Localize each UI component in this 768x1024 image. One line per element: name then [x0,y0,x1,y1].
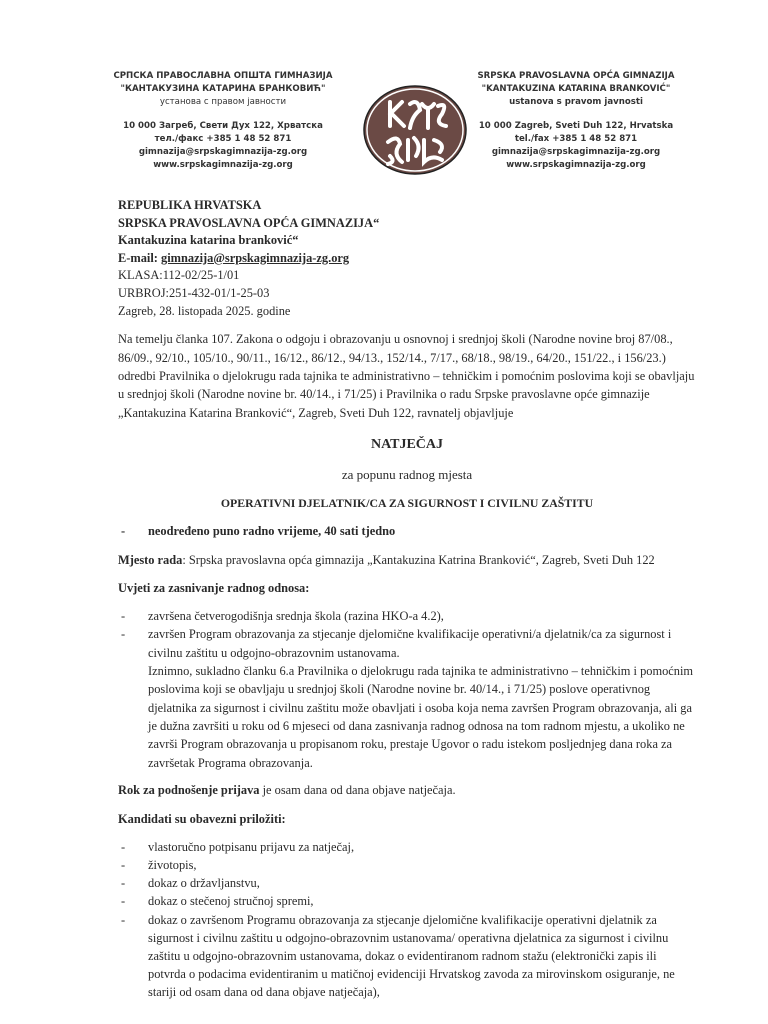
deadline-label: Rok za podnošenje prijava [118,782,260,797]
documents-list [118,838,696,1002]
website-latin: www.srpskagimnazija-zg.org [506,160,646,170]
list-item [118,874,696,892]
bullet-dash: - [121,839,126,854]
note-text: Iznimno, sukladno članku 6.a Pravilnika o djelokrugu rada tajnika te administrativno – tehničkim i pomoćnim poslovima koji se obavljaju u srednjoj školi (Narodne novine br. 40/14., i 71/25) poslove operativnog djelatnika za sigurnost i civilnu zaštitu može obavljati i osoba koja nema završen Program obrazovanja, ali ga je dužna završiti u roku od 6 mjeseci od dana zasnivanja radnog odnosa na tom radnom mjestu, a ukoliko ne završi Program obrazovanja u propisanom roku, prestaje Ugovor o radu istekom posljednjeg dana roka za završetak Programa obrazovanja. [148,664,694,770]
list-item-text: završena četverogodišnja srednja škola (razina HKO-a 4.2), [148,609,444,624]
klasa: KLASA:112-02/25-1/01 [118,268,240,283]
address-latin: 10 000 Zagreb, Sveti Duh 122, Hrvatska [478,121,674,131]
intro-paragraph: Na temelju članka 107. Zakona o odgoju i obrazovanju u osnovnoj i srednjoj školi (Narodne novine broj 87/08., 86/09., 92/10., 105/10., 90/11., 16/12., 86/12., 94/13., 152/14., 7/17., 68/18., 98/19., 64/20., 151/22., i 156/23.) odredbi Pravilnika o djelokrugu rada tajnika te administrativno – tehničkim i pomoćnim poslovima koji se obavljaju u srednjoj školi (Narodne novine br. 40/14., i 71/25) i Pravilnika o radu Srpske pravoslavne opće gimnazije „Kantakuzina Katarina Branković“, Zagreb, Sveti Duh 122, ravnatelj objavljuje [118,332,695,420]
sender-block [118,197,696,320]
letterhead-cyrillic [98,70,348,172]
school-name-cyrillic: СРПСКА ПРАВОСЛАВНА ОПШТА ГИМНАЗИЈА [113,71,333,81]
documents-heading: Kandidati su obavezni priložiti: [118,811,286,826]
school-name-2: Kantakuzina katarina branković“ [118,233,299,248]
school-status-cyrillic: установа с правом јавности [159,97,287,107]
school-subname-latin: "KANTAKUZINA KATARINA BRANKOVIĆ" [481,84,671,94]
bullet-dash: - [121,609,126,624]
place-text: : Srpska pravoslavna opća gimnazija „Kantakuzina Katrina Branković“, Zagreb, Sveti Duh 122 [182,553,655,568]
letterhead-latin [451,70,701,172]
bullet-dash: - [121,524,126,539]
email-cyrillic: gimnazija@srpskagimnazija-zg.org [138,147,308,157]
worktime-item [118,523,696,540]
worktime-text: neodređeno puno radno vrijeme, 40 sati tjedno [148,524,396,539]
list-item-text: završen Program obrazovanja za stjecanje djelomične kvalifikacije operativni/a djelatnik/ca za sigurnost i civilnu zaštitu u odgojno-obrazovnim ustanovama. [148,627,672,660]
conditions-note [118,662,696,772]
list-item-text: vlastoručno potpisanu prijavu za natječaj, [148,839,355,854]
urbroj: URBROJ:251-432-01/1-25-03 [118,285,270,300]
bullet-dash: - [121,858,126,873]
date-line: Zagreb, 28. listopada 2025. godine [118,303,291,318]
conditions-heading: Uvjeti za zasnivanje radnog odnosa: [118,581,310,596]
phone-cyrillic: тел./факс +385 1 48 52 871 [154,134,292,144]
email-latin: gimnazija@srpskagimnazija-zg.org [491,147,661,157]
document-body [118,197,696,1022]
school-name-latin: SRPSKA PRAVOSLAVNA OPĆA GIMNAZIJA [477,71,675,81]
bullet-dash: - [121,876,126,891]
place-label: Mjesto rada [118,553,183,568]
document-title: NATJEČAJ [370,437,444,453]
list-item [118,911,696,1002]
document-subtitle: za popunu radnog mjesta [341,467,473,483]
school-status-latin: ustanova s pravom javnosti [509,97,643,107]
list-item [118,892,696,910]
list-item [118,856,696,874]
phone-latin: tel./fax +385 1 48 52 871 [514,134,638,144]
list-item-text: životopis, [148,858,197,873]
list-item-text: dokaz o državljanstvu, [148,876,260,891]
conditions-list [118,607,696,772]
list-item-text: dokaz o završenom Programu obrazovanja za stjecanje djelomične kvalifikacije operativni djelatnik za sigurnost i civilnu zaštitu u odgojno-obrazovnim ustanovama/ operativna djelatnica za sigurnost i civilnu zaštitu u odgojno-obrazovnim ustanovama, dokaz o evidentiranom radnom stažu (elektronički zapis ili potvrda o podacima evidentiranim u matičnoj evidenciji Hrvatskog zavoda za mirovinskom osiguranje, ne stariji od osam dana od dana objave natječaja), [148,912,675,1000]
list-item [118,625,696,662]
email-line [118,250,696,268]
bullet-dash: - [121,894,126,909]
deadline [118,782,696,799]
bullet-dash: - [121,912,126,927]
school-subname-cyrillic: "КАНТАКУЗИНА КАТАРИНА БРАНКОВИЋ" [120,84,326,94]
email-label: E-mail: [118,250,162,265]
bullet-dash: - [121,627,126,642]
address-cyrillic: 10 000 Загреб, Свети Дух 122, Хрватска [123,121,323,131]
email-link[interactable]: gimnazija@srpskagimnazija-zg.org [161,250,350,265]
website-cyrillic: www.srpskagimnazija-zg.org [153,160,293,170]
work-place [118,552,696,569]
list-item [118,607,696,625]
position-title: OPERATIVNI DJELATNIK/CA ZA SIGURNOST I CIVILNU ZAŠTITU [220,496,594,511]
list-item [118,838,696,856]
list-item-text: dokaz o stečenoj stručnoj spremi, [148,894,314,909]
deadline-text: je osam dana od dana objave natječaja. [259,782,456,797]
school-name: SRPSKA PRAVOSLAVNA OPĆA GIMNAZIJA“ [118,215,380,230]
country: REPUBLIKA HRVATSKA [118,198,262,212]
